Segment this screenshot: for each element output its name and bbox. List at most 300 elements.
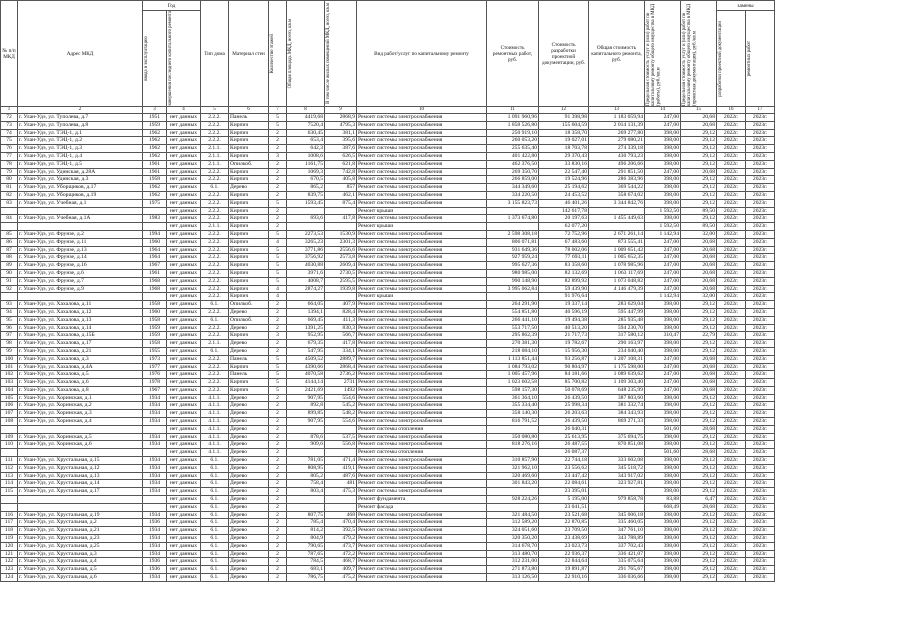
header-col-16	[717, 11, 746, 107]
table-cell: г. Улан-Удэ, ул. ТЭЦ-1, д.4	[18, 152, 143, 160]
table-cell: 96	[1, 324, 18, 332]
table-cell: 5	[269, 355, 287, 363]
table-cell: Дерево	[229, 496, 269, 504]
table-cell: 2.2.2.	[201, 114, 229, 122]
table-cell: Кирпич	[229, 363, 269, 371]
table-cell: нет данных	[167, 152, 201, 160]
table-cell: 2022г.	[717, 457, 746, 465]
table-cell: 5	[269, 371, 287, 379]
table-cell: 5	[269, 114, 287, 122]
table-cell: 487,6	[325, 472, 357, 480]
table-cell: 104	[1, 386, 18, 394]
table-cell: 1961	[143, 160, 167, 168]
table-cell: г. Улан-Удэ, ул. Хрустальная, д.25	[18, 542, 143, 550]
table-cell: 2	[269, 550, 287, 558]
table-cell: нет данных	[167, 472, 201, 480]
table-cell: 398,00	[645, 488, 681, 496]
table-cell: Ремонт фундамента	[357, 496, 487, 504]
table-cell: 80	[1, 176, 18, 184]
table-cell: 1936	[143, 566, 167, 574]
table-cell: 29,12	[681, 441, 717, 449]
table-cell: 247,00	[645, 386, 681, 394]
table-row	[1, 496, 905, 504]
table-cell: 398,00	[645, 480, 681, 488]
table-cell	[487, 425, 539, 433]
table-cell: 807,75	[287, 511, 325, 519]
table-cell: 32,00	[681, 230, 717, 238]
table-cell: 758,4	[287, 480, 325, 488]
table-cell: 2.2.2.	[201, 262, 229, 270]
table-cell: 87	[1, 246, 18, 254]
table-cell: 1934	[143, 410, 167, 418]
table-cell: 86	[1, 238, 18, 246]
table-cell: 6.1.	[201, 301, 229, 309]
table-cell: Кирпич	[229, 152, 269, 160]
table-cell: нет данных	[167, 340, 201, 348]
table-cell: Дерево	[229, 550, 269, 558]
table-cell: Дерево	[229, 340, 269, 348]
table-cell: нет данных	[167, 215, 201, 223]
header-zameny: замены	[717, 1, 775, 11]
table-cell: 5	[269, 363, 287, 371]
column-number: 14	[645, 107, 681, 114]
table-cell: нет данных	[167, 457, 201, 465]
table-cell: 23 447,42	[539, 472, 589, 480]
table-cell: г. Улан-Удэ, ул. Хрустальная, д.4	[18, 558, 143, 566]
table-cell: 1530,9	[325, 230, 357, 238]
table-cell: 2730,5	[325, 269, 357, 277]
table-cell: 387,6	[325, 145, 357, 153]
table-cell: г. Улан-Удэ, ул. Хахалова, д.6	[18, 379, 143, 387]
table-cell: нет данных	[167, 262, 201, 270]
table-cell: 85	[1, 230, 18, 238]
table-cell: 25 194,62	[539, 184, 589, 192]
table-cell: 2022г.	[717, 199, 746, 207]
table-row	[1, 457, 905, 465]
table-cell: 398,00	[645, 527, 681, 535]
table-cell: 350 080,80	[487, 433, 539, 441]
header-col-8-text: Общая площадь МКД, всего, кв.м	[288, 18, 294, 89]
header-col-1: № п/п МКД	[1, 1, 18, 107]
table-cell: 1934	[143, 464, 167, 472]
table-cell: 2022г.	[717, 371, 746, 379]
table-cell: г. Улан-Удэ, ул. Хоринская, д.2	[18, 402, 143, 410]
table-cell: 653,4	[287, 137, 325, 145]
table-cell: 2023г.	[746, 457, 775, 465]
table-cell: Дерево	[229, 480, 269, 488]
blank-margin	[775, 1, 905, 114]
table-cell: 250 919,10	[487, 129, 539, 137]
table-cell: 803,4	[287, 488, 325, 496]
table-cell: 260 053,20	[487, 137, 539, 145]
table-cell: нет данных	[167, 137, 201, 145]
table-cell: 2023г.	[746, 371, 775, 379]
table-cell: 6.1.	[201, 503, 229, 511]
table-cell: 462,1	[325, 191, 357, 199]
table-cell: нет данных	[167, 574, 201, 582]
table-cell: 566,7	[325, 332, 357, 340]
table-cell: 384 343,93	[589, 410, 645, 418]
table-cell: 2 598 308,18	[487, 230, 539, 238]
table-cell: 2	[269, 464, 287, 472]
header-col-16-text: разработки проектной документации	[718, 20, 724, 97]
table-cell	[287, 503, 325, 511]
table-cell: Кирпич	[229, 137, 269, 145]
table-cell: 1161,75	[287, 160, 325, 168]
table-cell: 398,00	[645, 324, 681, 332]
table-cell: 108	[1, 418, 18, 426]
table-cell: нет данных	[167, 246, 201, 254]
table-cell: нет данных	[167, 160, 201, 168]
table-cell: 3756,92	[287, 254, 325, 262]
table-cell: 32,00	[681, 293, 717, 301]
table-cell: 1 005 457,96	[487, 371, 539, 379]
table-row	[1, 246, 905, 254]
table-cell: Ремонт системы электроснабжения	[357, 464, 487, 472]
table-cell: 317 580,12	[589, 332, 645, 340]
table-cell: 2023г.	[746, 574, 775, 582]
table-cell: нет данных	[167, 129, 201, 137]
table-cell: 1960	[143, 238, 167, 246]
table-cell: 3971,6	[287, 269, 325, 277]
table-cell: 2022г.	[717, 277, 746, 285]
table-cell: Кирпич	[229, 215, 269, 223]
table-cell: 2	[269, 457, 287, 465]
table-cell: 2874,27	[287, 285, 325, 293]
table-cell: 310,47	[645, 332, 681, 340]
table-cell: 218 084,10	[487, 347, 539, 355]
table-cell: 29,12	[681, 191, 717, 199]
table-cell: 6.1.	[201, 480, 229, 488]
table-cell: Дерево	[229, 347, 269, 355]
table-cell: 1934	[143, 402, 167, 410]
table-cell: 90	[1, 269, 18, 277]
table-cell: 398,00	[645, 542, 681, 550]
table-cell	[18, 449, 143, 457]
table-cell: 398,00	[645, 316, 681, 324]
table-row	[1, 285, 905, 293]
table-cell: 67 483,60	[539, 238, 589, 246]
table-cell: 1934	[143, 480, 167, 488]
table-row	[1, 114, 905, 122]
table-cell: 29,12	[681, 519, 717, 527]
table-cell: 595 447,99	[589, 308, 645, 316]
table-cell: нет данных	[167, 269, 201, 277]
table-cell: 2023г.	[746, 230, 775, 238]
table-cell: нет данных	[167, 558, 201, 566]
table-cell	[18, 207, 143, 215]
table-cell: 1951	[143, 114, 167, 122]
table-cell	[487, 293, 539, 301]
table-cell: 2023г.	[746, 558, 775, 566]
table-cell: 290 163,97	[589, 340, 645, 348]
table-cell: 124	[1, 574, 18, 582]
table-cell: г. Улан-Удэ, ул. Хоринская, д.6	[18, 441, 143, 449]
table-cell: 29 370,43	[539, 152, 589, 160]
table-cell: Кирпич	[229, 199, 269, 207]
table-cell: 2022г.	[717, 184, 746, 192]
table-cell: 2022г.	[717, 347, 746, 355]
table-cell: 2022г.	[717, 308, 746, 316]
table-cell: 683,1	[287, 566, 325, 574]
table-cell: нет данных	[167, 535, 201, 543]
table-cell: 335 075,64	[589, 558, 645, 566]
table-cell: 88	[1, 254, 18, 262]
table-cell: 4.1.1.	[201, 394, 229, 402]
table-cell: г. Улан-Удэ, ул. Фрунзе, д.9	[18, 285, 143, 293]
header-col-8	[287, 1, 325, 107]
table-cell: 2023г.	[746, 308, 775, 316]
table-cell: 2	[269, 340, 287, 348]
header-col-2: Адрес МКД	[18, 1, 143, 107]
table-cell: 2022г.	[717, 550, 746, 558]
table-cell	[1, 496, 18, 504]
table-cell: 2273,53	[287, 230, 325, 238]
table-cell: г. Улан-Удэ, ул. Хоринская, д.5	[18, 433, 143, 441]
table-cell: 2.2.2.	[201, 332, 229, 340]
table-cell: 1 142,94	[645, 293, 681, 301]
table-cell: 29,12	[681, 176, 717, 184]
table-cell: Панель	[229, 355, 269, 363]
table-cell: 537,5	[325, 433, 357, 441]
table-cell: Опилкоб.	[229, 160, 269, 168]
table-cell: г. Улан-Удэ, ул. Хоринская, д.3	[18, 410, 143, 418]
table-cell: 928 224,26	[487, 496, 539, 504]
table-cell	[143, 425, 167, 433]
table-cell	[287, 496, 325, 504]
table-cell: 1961	[143, 168, 167, 176]
table-cell: 7520,4	[287, 121, 325, 129]
table-row	[1, 464, 905, 472]
table-cell: 5	[269, 269, 287, 277]
table-cell: нет данных	[167, 308, 201, 316]
table-cell: Дерево	[229, 527, 269, 535]
table-cell: 110	[1, 441, 18, 449]
column-number: 6	[229, 107, 269, 114]
table-cell: г. Улан-Удэ, ул. Хрустальная, д.14	[18, 480, 143, 488]
table-cell: Ремонт системы электроснабжения	[357, 316, 487, 324]
table-cell: г. Улан-Удэ, ул. Хрустальная, д.19	[18, 511, 143, 519]
table-cell: 6.1.	[201, 519, 229, 527]
table-cell: 93 256,87	[539, 355, 589, 363]
table-cell: 2023г.	[746, 301, 775, 309]
table-cell: 344 349,60	[487, 184, 539, 192]
table-cell: нет данных	[167, 293, 201, 301]
table-cell: Ремонт системы электроснабжения	[357, 238, 487, 246]
table-cell: Ремонт системы электроснабжения	[357, 355, 487, 363]
table-cell: Кирпич	[229, 386, 269, 394]
table-cell: 468,7	[325, 558, 357, 566]
table-cell: 409,7	[325, 566, 357, 574]
table-cell: 82 132,69	[539, 269, 589, 277]
column-number: 11	[487, 107, 539, 114]
table-row	[1, 215, 905, 223]
table-cell: 2	[269, 145, 287, 153]
table-cell: 2.2.2.	[201, 246, 229, 254]
table-cell: Ремонт системы электроснабжения	[357, 566, 487, 574]
table-cell: г. Улан-Удэ, ул. Фрунзе, д.11	[18, 238, 143, 246]
table-cell: 2	[269, 418, 287, 426]
table-cell: 77 693,11	[539, 254, 589, 262]
table-cell: г. Улан-Удэ, ул. Фрунзе, д.13	[18, 246, 143, 254]
table-row	[1, 480, 905, 488]
table-cell: 2023г.	[746, 379, 775, 387]
table-cell: 247,00	[645, 246, 681, 254]
table-cell: 1 113 851,44	[487, 355, 539, 363]
table-row	[1, 293, 905, 301]
table-cell	[325, 496, 357, 504]
table-cell: 2022г.	[717, 238, 746, 246]
table-cell: 2022г.	[717, 301, 746, 309]
table-cell: 2022г.	[717, 160, 746, 168]
table-cell: Ремонт системы электроснабжения	[357, 418, 487, 426]
table-cell: 2.1.1.	[201, 160, 229, 168]
table-cell: 90 804,97	[539, 363, 589, 371]
table-cell: 324 051,60	[487, 527, 539, 535]
table-cell: 2.2.2.	[201, 129, 229, 137]
table-cell: 2023г.	[746, 152, 775, 160]
table-cell: 279 080,21	[589, 137, 645, 145]
table-cell: Дерево	[229, 410, 269, 418]
table-cell: 648 235,99	[589, 386, 645, 394]
table-row	[1, 542, 905, 550]
table-cell: 1934	[143, 441, 167, 449]
table-cell: г. Улан-Удэ, ул. Хахалова, д.14	[18, 324, 143, 332]
table-cell: 556,8	[325, 441, 357, 449]
table-cell: 2023г.	[746, 441, 775, 449]
table-cell: г. Улан-Удэ, ул. Фрунзе, д.6	[18, 269, 143, 277]
table-cell: Опилкоб.	[229, 316, 269, 324]
table-cell: нет данных	[167, 199, 201, 207]
table-cell: 398,00	[645, 176, 681, 184]
table-cell: 2023г.	[746, 418, 775, 426]
header-col-11: Стоимость ремонтных работ, руб.	[487, 1, 539, 107]
table-cell: 75	[1, 137, 18, 145]
table-cell: 6.1.	[201, 535, 229, 543]
table-cell: 398,00	[645, 410, 681, 418]
table-cell: 1492	[325, 386, 357, 394]
table-cell: 26 439,50	[539, 394, 589, 402]
table-cell: 952,95	[287, 332, 325, 340]
table-cell: 2023г.	[746, 176, 775, 184]
table-cell: 1962	[143, 145, 167, 153]
table-cell: 2023г.	[746, 511, 775, 519]
table-cell: 1 109 303,40	[589, 379, 645, 387]
table-cell: 26 487,55	[539, 441, 589, 449]
table-cell	[325, 449, 357, 457]
table-cell: 6.1.	[201, 496, 229, 504]
table-cell: 29,12	[681, 347, 717, 355]
table-cell: 2	[269, 160, 287, 168]
table-cell: 2023г.	[746, 386, 775, 394]
table-cell: 1934	[143, 550, 167, 558]
table-cell: 20,68	[681, 262, 717, 270]
table-cell: 1934	[143, 511, 167, 519]
table-cell: нет данных	[167, 176, 201, 184]
table-cell: 2022г.	[717, 285, 746, 293]
table-cell: 2022г.	[717, 316, 746, 324]
table-cell: 2 671 261,14	[589, 230, 645, 238]
table-cell: 345 518,72	[589, 464, 645, 472]
table-row	[1, 254, 905, 262]
table-cell: 2023г.	[746, 527, 775, 535]
table-cell: 2022г.	[717, 223, 746, 231]
table-cell: 2.2.2.	[201, 285, 229, 293]
table-cell: 23 521,68	[539, 511, 589, 519]
table-cell: 247,00	[645, 238, 681, 246]
table-cell: 20,68	[681, 379, 717, 387]
table-cell: 2023г.	[746, 542, 775, 550]
table-cell: 109	[1, 433, 18, 441]
table-cell: Кирпич	[229, 277, 269, 285]
table-cell: 334,1	[325, 347, 357, 355]
table-cell: 23 709,50	[539, 527, 589, 535]
table-cell: Дерево	[229, 535, 269, 543]
table-cell	[487, 488, 539, 496]
table-cell: 2023г.	[746, 285, 775, 293]
table-cell: 2.2.2.	[201, 168, 229, 176]
table-cell	[325, 503, 357, 511]
table-cell: Ремонт системы электроснабжения	[357, 433, 487, 441]
table-cell: 395,6	[325, 137, 357, 145]
table-cell: Дерево	[229, 542, 269, 550]
table-cell: 2023г.	[746, 355, 775, 363]
table-cell: 398,00	[645, 472, 681, 480]
table-cell: Ремонт системы электроснабжения	[357, 386, 487, 394]
table-cell: 337 702,43	[589, 542, 645, 550]
header-col-17	[746, 11, 775, 107]
table-cell: 1967	[143, 262, 167, 270]
table-cell: 123	[1, 566, 18, 574]
table-cell: 1962	[143, 191, 167, 199]
table-cell: 82	[1, 191, 18, 199]
table-cell: 247,00	[645, 355, 681, 363]
table-cell: 247,00	[645, 114, 681, 122]
table-cell: нет данных	[167, 394, 201, 402]
table-cell: Кирпич	[229, 191, 269, 199]
table-cell	[1, 293, 18, 301]
table-cell: Ремонт крыши	[357, 293, 487, 301]
table-cell: г. Улан-Удэ, ул. Фрунзе, д.16	[18, 262, 143, 270]
table-row	[1, 371, 905, 379]
table-cell: 4	[269, 285, 287, 293]
table-cell: 1934	[143, 418, 167, 426]
table-cell: 1939,8	[325, 285, 357, 293]
table-cell: 2022г.	[717, 363, 746, 371]
table-cell: 2023г.	[746, 191, 775, 199]
table-cell: 6.1.	[201, 472, 229, 480]
table-cell: 40 596,19	[539, 308, 589, 316]
table-cell	[143, 503, 167, 511]
table-cell: 112	[1, 464, 18, 472]
table-cell: 29,12	[681, 215, 717, 223]
table-cell: 1975	[143, 199, 167, 207]
table-cell: 1934	[143, 574, 167, 582]
column-number: 17	[746, 107, 775, 114]
table-cell: нет данных	[167, 316, 201, 324]
table-cell	[589, 207, 645, 215]
column-numbers-row	[1, 107, 905, 114]
table-cell: 870 851,08	[589, 441, 645, 449]
table-cell: нет данных	[167, 488, 201, 496]
table-cell: Дерево	[229, 511, 269, 519]
table-cell: 5	[269, 277, 287, 285]
table-cell: 2	[269, 480, 287, 488]
table-cell: 398,00	[645, 137, 681, 145]
table-cell: 2022г.	[717, 137, 746, 145]
table-cell: 2022г.	[717, 464, 746, 472]
table-cell: 387 803,60	[589, 394, 645, 402]
